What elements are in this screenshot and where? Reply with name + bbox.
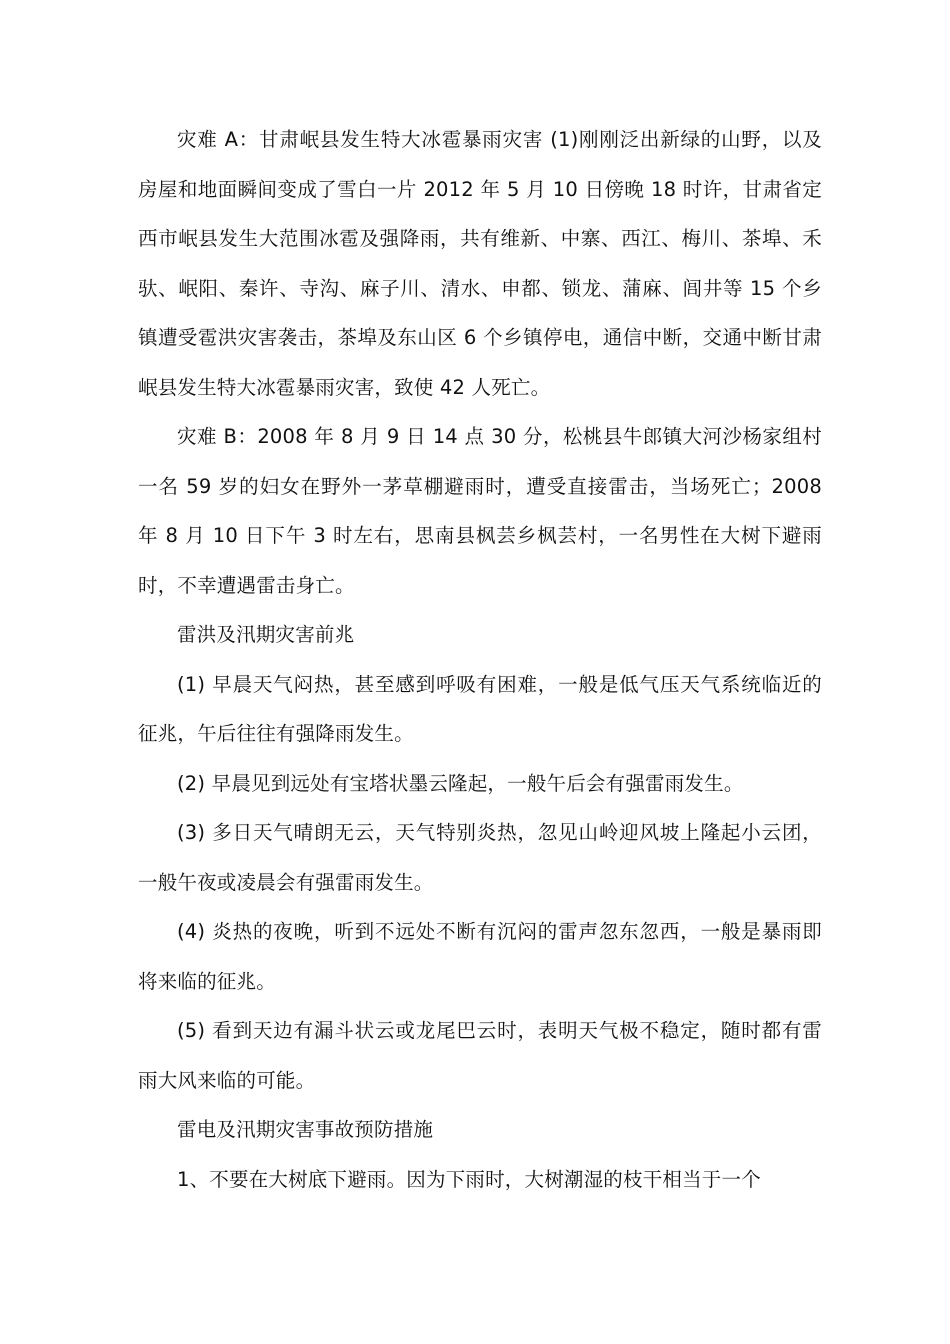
omen-item-5: (5) 看到天边有漏斗状云或龙尾巴云时，表明天气极不稳定，随时都有雷雨大风来临的可能。 (138, 1019, 822, 1092)
paragraph-disaster-b: 灾难 B：2008 年 8 月 9 日 14 点 30 分，松桃县牛郎镇大河沙杨家组村一名 59 岁的妇女在野外一茅草棚避雨时，遭受直接雷击，当场死亡；2008 年 8 月 10 日下午 3 时左右，思南县枫芸乡枫芸村，一名男性在大树下避雨时，不幸遭遇雷击身亡。 (138, 425, 822, 597)
section-heading-prevention: 雷电及汛期灾害事故预防措施 (177, 1118, 434, 1141)
paragraph-disaster-a: 灾难 A：甘肃岷县发生特大冰雹暴雨灾害 (1)刚刚泛出新绿的山野，以及房屋和地面瞬间变成了雪白一片 2012 年 5 月 10 日傍晚 18 时许，甘肃省定西市岷县发生大范围冰雹及强降雨，共有维新、中寨、西江、梅川、茶埠、禾驮、岷阳、秦许、寺沟、麻子川、清水、申都、锁龙、蒲麻、闾井等 15 个乡镇遭受雹洪灾害袭击，茶埠及东山区 6 个乡镇停电，通信中断，交通中断甘肃岷县发生特大冰雹暴雨灾害，致使 42 人死亡。 (138, 128, 822, 399)
document-body (138, 115, 822, 1204)
section-heading-omens: 雷洪及汛期灾害前兆 (177, 623, 355, 646)
omen-item-4: (4) 炎热的夜晚，听到不远处不断有沉闷的雷声忽东忽西，一般是暴雨即将来临的征兆。 (138, 920, 822, 993)
prevention-item-1: 1、不要在大树底下避雨。因为下雨时，大树潮湿的枝干相当于一个 (177, 1167, 761, 1191)
omen-item-1: (1) 早晨天气闷热，甚至感到呼吸有困难，一般是低气压天气系统临近的征兆，午后往往有强降雨发生。 (138, 672, 822, 745)
omen-item-3: (3) 多日天气晴朗无云，天气特别炎热，忽见山岭迎风坡上隆起小云团，一般午夜或凌晨会有强雷雨发生。 (138, 821, 822, 894)
omen-item-2: (2) 早晨见到远处有宝塔状墨云隆起，一般午后会有强雷雨发生。 (177, 771, 744, 795)
